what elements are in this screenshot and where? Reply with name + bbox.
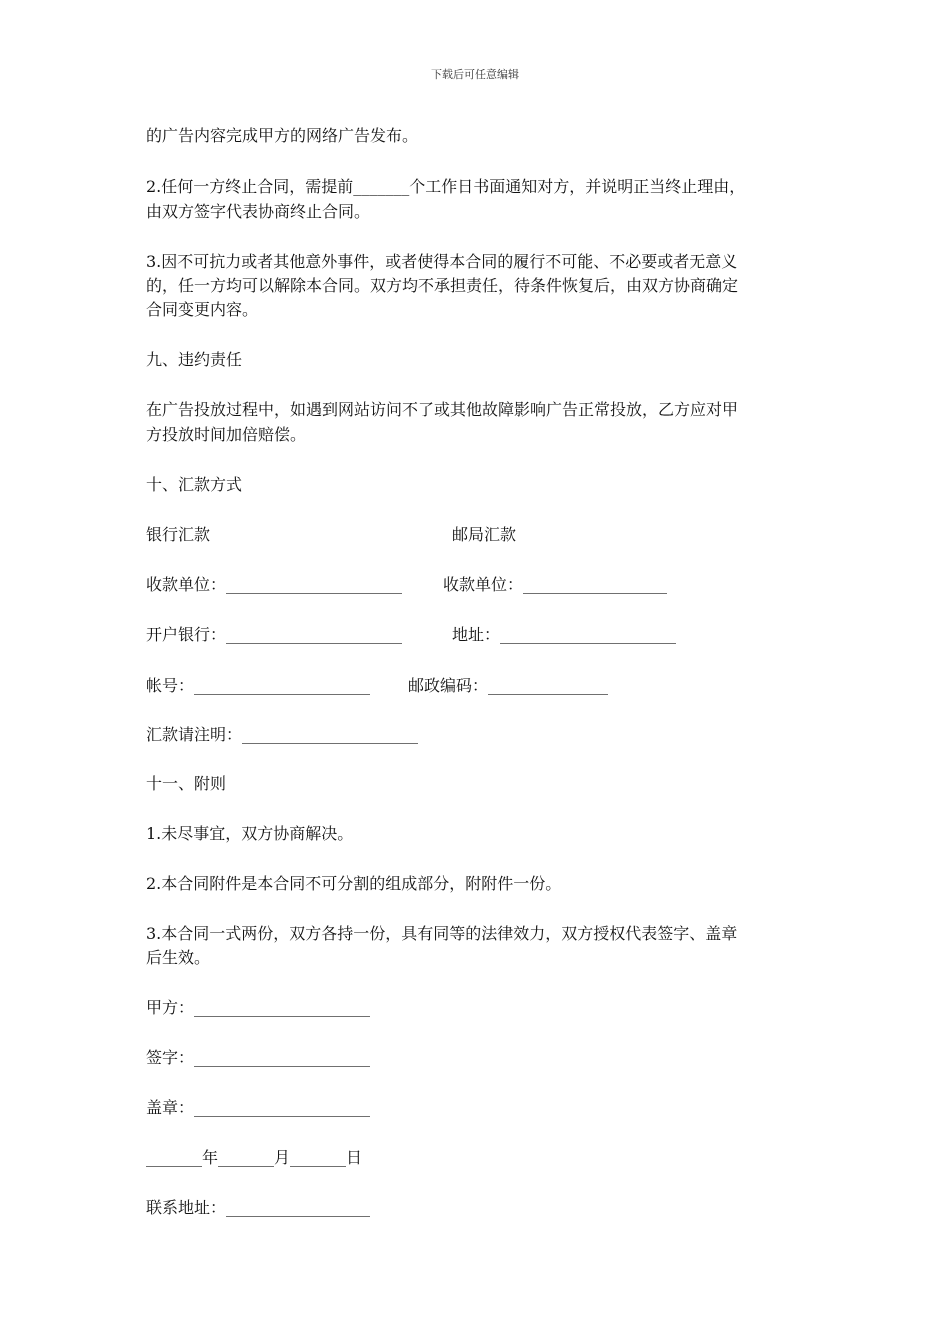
post-payee-field: 收款单位：__________________ [443, 575, 668, 594]
section-11-title: 十一、附则 [146, 774, 227, 793]
clause-8-2-line1: 2.任何一方终止合同，需提前_______个工作日书面通知对方，并说明正当终止理由， [146, 177, 746, 196]
remit-note-field: 汇款请注明：______________________ [146, 725, 419, 744]
bank-account-field: 帐号：______________________ [146, 676, 371, 695]
clause-8-3-line2: 的，任一方均可以解除本合同。双方均不承担责任，待条件恢复后，由双方协商确定 [146, 276, 739, 295]
paragraph-continuation: 的广告内容完成甲方的网络广告发布。 [146, 126, 419, 145]
bank-payee-field: 收款单位：______________________ [146, 575, 403, 594]
clause-8-3-line3: 合同变更内容。 [146, 300, 259, 319]
clause-8-3-line1: 3.因不可抗力或者其他意外事件，或者使得本合同的履行不可能、不必要或者无意义 [146, 252, 738, 271]
contact-address-field: 联系地址：__________________ [146, 1198, 371, 1217]
clause-8-2-line2: 由双方签字代表协商终止合同。 [146, 202, 371, 221]
section-11-item-2: 2.本合同附件是本合同不可分割的组成部分，附附件一份。 [146, 874, 562, 893]
bank-remit-title: 银行汇款 [146, 525, 211, 544]
section-10-title: 十、汇款方式 [146, 475, 243, 494]
signature-field: 签字：______________________ [146, 1048, 371, 1067]
party-a-field: 甲方：______________________ [146, 998, 371, 1017]
date-field: _______年_______月_______日 [146, 1148, 363, 1167]
post-remit-title: 邮局汇款 [452, 525, 517, 544]
section-11-item-3-line2: 后生效。 [146, 948, 211, 967]
section-9-title: 九、违约责任 [146, 350, 243, 369]
seal-field: 盖章：______________________ [146, 1098, 371, 1117]
page-header: 下载后可任意编辑 [431, 68, 519, 81]
post-zip-field: 邮政编码：_______________ [408, 676, 609, 695]
section-9-line1: 在广告投放过程中，如遇到网站访问不了或其他故障影响广告正常投放，乙方应对甲 [146, 400, 739, 419]
section-9-line2: 方投放时间加倍赔偿。 [146, 425, 307, 444]
section-11-item-3-line1: 3.本合同一式两份，双方各持一份，具有同等的法律效力，双方授权代表签字、盖章 [146, 924, 738, 943]
bank-branch-field: 开户银行：______________________ [146, 625, 403, 644]
section-11-item-1: 1.未尽事宜，双方协商解决。 [146, 824, 354, 843]
post-address-field: 地址：______________________ [452, 625, 677, 644]
